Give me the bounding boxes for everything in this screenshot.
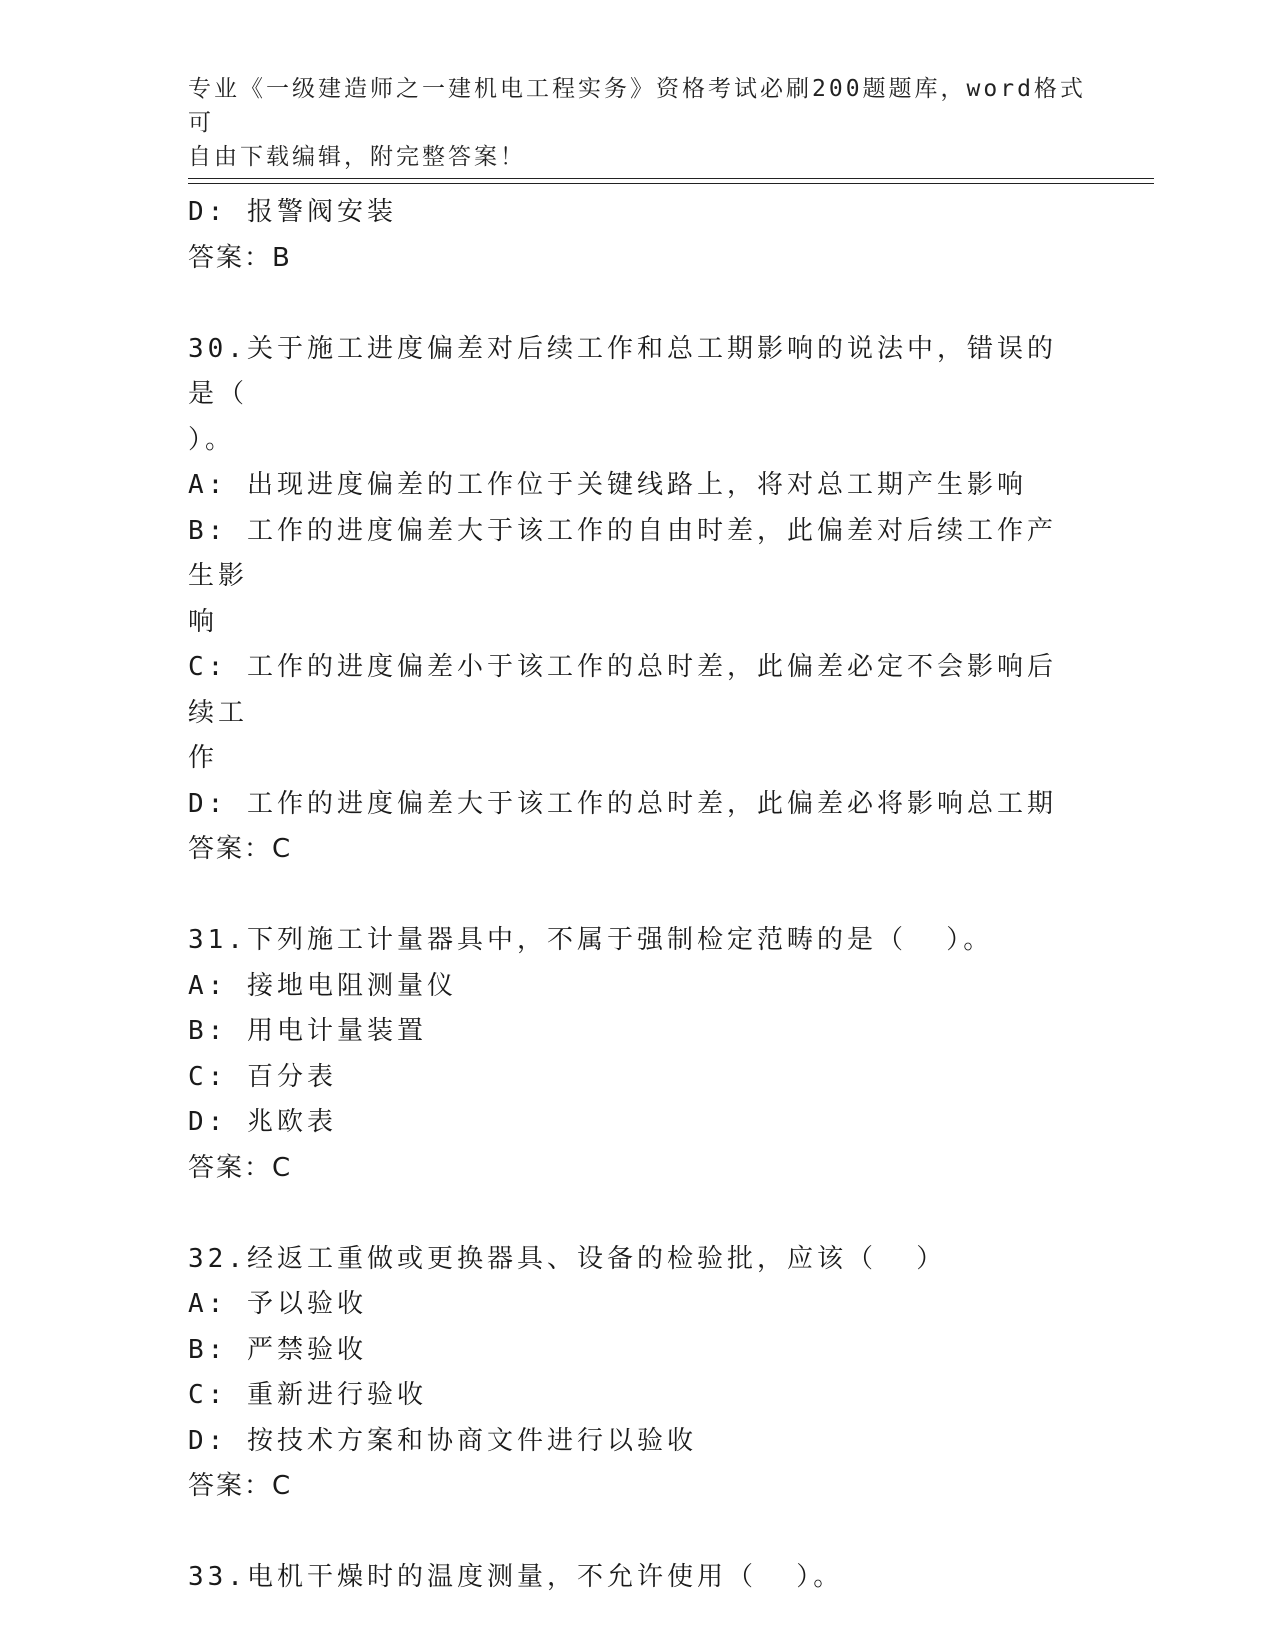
spacer bbox=[188, 873, 1078, 919]
option-b: B: 用电计量装置 bbox=[188, 1016, 427, 1046]
question-30 bbox=[188, 327, 1078, 873]
question-stem-continued: ）。 bbox=[188, 424, 236, 455]
option-c: C: 工作的进度偏差小于该工作的总时差，此偏差必定不会影响后续工 bbox=[188, 652, 1057, 728]
option-d: D: 工作的进度偏差大于该工作的总时差，此偏差必将影响总工期 bbox=[188, 788, 1057, 819]
option-a: A: 接地电阻测量仪 bbox=[188, 970, 457, 1001]
header-divider-top bbox=[188, 178, 1154, 179]
header-title-line-1: 专业《一级建造师之一建机电工程实务》资格考试必刷200题题库，word格式可 bbox=[188, 76, 1086, 136]
option-d: D: 兆欧表 bbox=[188, 1107, 337, 1137]
option-d: D: 报警阀安装 bbox=[188, 197, 397, 227]
question-stem: 32.经返工重做或更换器具、设备的检验批，应该（ ） bbox=[188, 1243, 947, 1274]
option-c: C: 百分表 bbox=[188, 1061, 337, 1092]
question-content bbox=[188, 190, 1078, 1601]
header-title-line-2: 自由下载编辑，附完整答案！ bbox=[188, 144, 526, 170]
header-divider-bottom bbox=[188, 183, 1154, 184]
option-b-continued: 响 bbox=[188, 606, 219, 637]
question-33 bbox=[188, 1555, 1078, 1601]
spacer bbox=[188, 1191, 1078, 1237]
answer-label: 答案：C bbox=[188, 834, 293, 864]
spacer bbox=[188, 1510, 1078, 1556]
answer-label: 答案：B bbox=[188, 242, 292, 273]
option-c: C: 重新进行验收 bbox=[188, 1380, 427, 1410]
question-stem: 30.关于施工进度偏差对后续工作和总工期影响的说法中，错误的是（ bbox=[188, 333, 1057, 409]
question-31 bbox=[188, 918, 1078, 1191]
question-29-tail bbox=[188, 190, 1078, 281]
question-stem: 31.下列施工计量器具中，不属于强制检定范畴的是（ ）。 bbox=[188, 925, 994, 955]
option-b: B: 工作的进度偏差大于该工作的自由时差，此偏差对后续工作产生影 bbox=[188, 515, 1057, 591]
question-stem: 33.电机干燥时的温度测量，不允许使用（ ）。 bbox=[188, 1562, 844, 1592]
option-d: D: 按技术方案和协商文件进行以验收 bbox=[188, 1425, 697, 1456]
answer-label: 答案：C bbox=[188, 1471, 293, 1501]
question-32 bbox=[188, 1237, 1078, 1510]
option-c-continued: 作 bbox=[188, 743, 219, 773]
spacer bbox=[188, 281, 1078, 327]
answer-label: 答案：C bbox=[188, 1152, 293, 1183]
option-a: A: 予以验收 bbox=[188, 1289, 367, 1319]
page-header bbox=[188, 72, 1088, 174]
option-a: A: 出现进度偏差的工作位于关键线路上，将对总工期产生影响 bbox=[188, 470, 1027, 500]
option-b: B: 严禁验收 bbox=[188, 1334, 367, 1365]
